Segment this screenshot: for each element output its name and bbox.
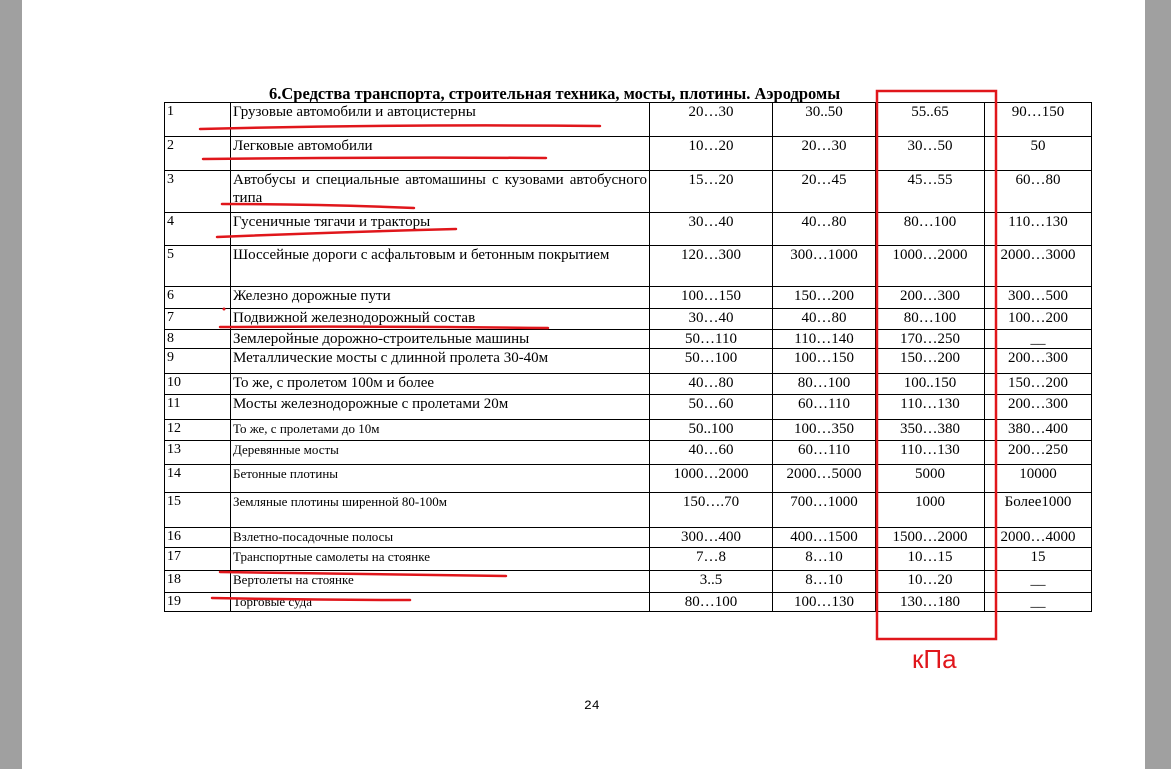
value-col-3-cell: 45…55 <box>876 171 985 213</box>
value-col-4-cell: 200…300 <box>985 395 1092 420</box>
table-row <box>165 246 1092 287</box>
value-col-2-cell: 40…80 <box>773 309 876 330</box>
value-col-1-cell: 1000…2000 <box>650 465 773 493</box>
row-name-cell: Шоссейные дороги с асфальтовым и бетонным покрытием <box>231 246 650 287</box>
value-col-3-cell: 200…300 <box>876 287 985 309</box>
value-col-4-cell: 50 <box>985 137 1092 171</box>
value-col-2-cell: 20…45 <box>773 171 876 213</box>
value-col-1-cell: 40…60 <box>650 441 773 465</box>
value-col-1-cell: 50…110 <box>650 330 773 349</box>
row-name-cell: Бетонные плотины <box>231 465 650 493</box>
value-col-3-cell: 110…130 <box>876 395 985 420</box>
table-row <box>165 213 1092 246</box>
value-col-3-cell: 110…130 <box>876 441 985 465</box>
value-col-1-cell: 50…60 <box>650 395 773 420</box>
section-title: 6.Средства транспорта, строительная техника, мосты, плотины. Аэродромы <box>269 84 841 103</box>
row-number-cell: 3 <box>165 171 231 213</box>
row-name-cell: Грузовые автомобили и автоцистерны <box>231 103 650 137</box>
value-col-3-cell: 350…380 <box>876 420 985 441</box>
row-number-cell: 4 <box>165 213 231 246</box>
value-col-2-cell: 150…200 <box>773 287 876 309</box>
value-col-3-cell: 150…200 <box>876 349 985 374</box>
row-number-cell: 6 <box>165 287 231 309</box>
value-col-2-cell: 40…80 <box>773 213 876 246</box>
value-col-3-cell: 30…50 <box>876 137 985 171</box>
value-col-3-cell: 10…15 <box>876 548 985 571</box>
table-row <box>165 548 1092 571</box>
row-name-cell: Вертолеты на стоянке <box>231 571 650 593</box>
value-col-2-cell: 2000…5000 <box>773 465 876 493</box>
table-row <box>165 528 1092 548</box>
table-row <box>165 309 1092 330</box>
value-col-2-cell: 400…1500 <box>773 528 876 548</box>
table-row <box>165 349 1092 374</box>
row-number-cell: 18 <box>165 571 231 593</box>
value-col-1-cell: 80…100 <box>650 593 773 612</box>
row-number-cell: 8 <box>165 330 231 349</box>
table-row <box>165 420 1092 441</box>
value-col-3-cell: 1500…2000 <box>876 528 985 548</box>
row-number-cell: 19 <box>165 593 231 612</box>
row-number-cell: 1 <box>165 103 231 137</box>
table-row <box>165 493 1092 528</box>
value-col-2-cell: 60…110 <box>773 441 876 465</box>
unit-annotation-label: кПа <box>912 644 957 674</box>
value-col-4-cell: 110…130 <box>985 213 1092 246</box>
value-col-4-cell: 90…150 <box>985 103 1092 137</box>
row-number-cell: 16 <box>165 528 231 548</box>
value-col-2-cell: 30..50 <box>773 103 876 137</box>
value-col-2-cell: 8…10 <box>773 548 876 571</box>
row-number-cell: 14 <box>165 465 231 493</box>
value-col-2-cell: 80…100 <box>773 374 876 395</box>
row-number-cell: 10 <box>165 374 231 395</box>
value-col-1-cell: 20…30 <box>650 103 773 137</box>
row-number-cell: 5 <box>165 246 231 287</box>
value-col-4-cell: __ <box>985 330 1092 349</box>
value-col-3-cell: 170…250 <box>876 330 985 349</box>
value-col-2-cell: 700…1000 <box>773 493 876 528</box>
value-col-4-cell: 200…300 <box>985 349 1092 374</box>
value-col-3-cell: 10…20 <box>876 571 985 593</box>
row-number-cell: 13 <box>165 441 231 465</box>
row-name-cell: Земляные плотины ширенной 80-100м <box>231 493 650 528</box>
row-name-cell: То же, с пролетом 100м и более <box>231 374 650 395</box>
value-col-3-cell: 100..150 <box>876 374 985 395</box>
table-row <box>165 330 1092 349</box>
row-name-cell: Торговые суда <box>231 593 650 612</box>
table-row <box>165 374 1092 395</box>
row-name-cell: Землеройные дорожно-строительные машины <box>231 330 650 349</box>
value-col-4-cell: 2000…3000 <box>985 246 1092 287</box>
row-number-cell: 9 <box>165 349 231 374</box>
value-col-4-cell: 2000…4000 <box>985 528 1092 548</box>
value-col-1-cell: 30…40 <box>650 309 773 330</box>
value-col-2-cell: 300…1000 <box>773 246 876 287</box>
page-number: 24 <box>584 698 600 713</box>
value-col-3-cell: 1000…2000 <box>876 246 985 287</box>
value-col-1-cell: 120…300 <box>650 246 773 287</box>
row-name-cell: Мосты железнодорожные с пролетами 20м <box>231 395 650 420</box>
row-name-cell: Взлетно-посадочные полосы <box>231 528 650 548</box>
value-col-4-cell: __ <box>985 571 1092 593</box>
value-col-1-cell: 7…8 <box>650 548 773 571</box>
row-name-cell: Подвижной железнодорожный состав <box>231 309 650 330</box>
row-name-cell: Металлические мосты с длинной пролета 30-40м <box>231 349 650 374</box>
value-col-4-cell: 200…250 <box>985 441 1092 465</box>
value-col-3-cell: 130…180 <box>876 593 985 612</box>
row-name-cell: Транспортные самолеты на стоянке <box>231 548 650 571</box>
row-number-cell: 2 <box>165 137 231 171</box>
value-col-1-cell: 150….70 <box>650 493 773 528</box>
data-table <box>164 102 1092 612</box>
row-number-cell: 7 <box>165 309 231 330</box>
row-name-cell: Гусеничные тягачи и тракторы <box>231 213 650 246</box>
value-col-3-cell: 80…100 <box>876 213 985 246</box>
value-col-1-cell: 40…80 <box>650 374 773 395</box>
value-col-1-cell: 50…100 <box>650 349 773 374</box>
value-col-1-cell: 300…400 <box>650 528 773 548</box>
value-col-3-cell: 5000 <box>876 465 985 493</box>
row-name-cell: Автобусы и специальные автомашины с кузовами автобусного типа <box>231 171 650 213</box>
row-number-cell: 15 <box>165 493 231 528</box>
table-row <box>165 571 1092 593</box>
value-col-2-cell: 110…140 <box>773 330 876 349</box>
value-col-1-cell: 30…40 <box>650 213 773 246</box>
value-col-2-cell: 60…110 <box>773 395 876 420</box>
value-col-2-cell: 100…350 <box>773 420 876 441</box>
value-col-4-cell: __ <box>985 593 1092 612</box>
value-col-1-cell: 3..5 <box>650 571 773 593</box>
row-number-cell: 11 <box>165 395 231 420</box>
table-row <box>165 287 1092 309</box>
value-col-4-cell: Более1000 <box>985 493 1092 528</box>
table-row <box>165 137 1092 171</box>
value-col-1-cell: 15…20 <box>650 171 773 213</box>
value-col-4-cell: 380…400 <box>985 420 1092 441</box>
value-col-3-cell: 1000 <box>876 493 985 528</box>
table-row <box>165 103 1092 137</box>
value-col-2-cell: 100…130 <box>773 593 876 612</box>
table-row <box>165 395 1092 420</box>
row-name-cell: То же, с пролетами до 10м <box>231 420 650 441</box>
value-col-1-cell: 50..100 <box>650 420 773 441</box>
value-col-2-cell: 100…150 <box>773 349 876 374</box>
value-col-3-cell: 55..65 <box>876 103 985 137</box>
row-name-cell: Железно дорожные пути <box>231 287 650 309</box>
table-row <box>165 465 1092 493</box>
value-col-4-cell: 10000 <box>985 465 1092 493</box>
value-col-1-cell: 100…150 <box>650 287 773 309</box>
value-col-2-cell: 8…10 <box>773 571 876 593</box>
value-col-3-cell: 80…100 <box>876 309 985 330</box>
value-col-1-cell: 10…20 <box>650 137 773 171</box>
value-col-4-cell: 100…200 <box>985 309 1092 330</box>
row-number-cell: 17 <box>165 548 231 571</box>
row-number-cell: 12 <box>165 420 231 441</box>
value-col-4-cell: 150…200 <box>985 374 1092 395</box>
value-col-4-cell: 60…80 <box>985 171 1092 213</box>
table-row <box>165 171 1092 213</box>
value-col-4-cell: 15 <box>985 548 1092 571</box>
table-row <box>165 593 1092 612</box>
row-name-cell: Легковые автомобили <box>231 137 650 171</box>
value-col-2-cell: 20…30 <box>773 137 876 171</box>
table-row <box>165 441 1092 465</box>
row-name-cell: Деревянные мосты <box>231 441 650 465</box>
value-col-4-cell: 300…500 <box>985 287 1092 309</box>
